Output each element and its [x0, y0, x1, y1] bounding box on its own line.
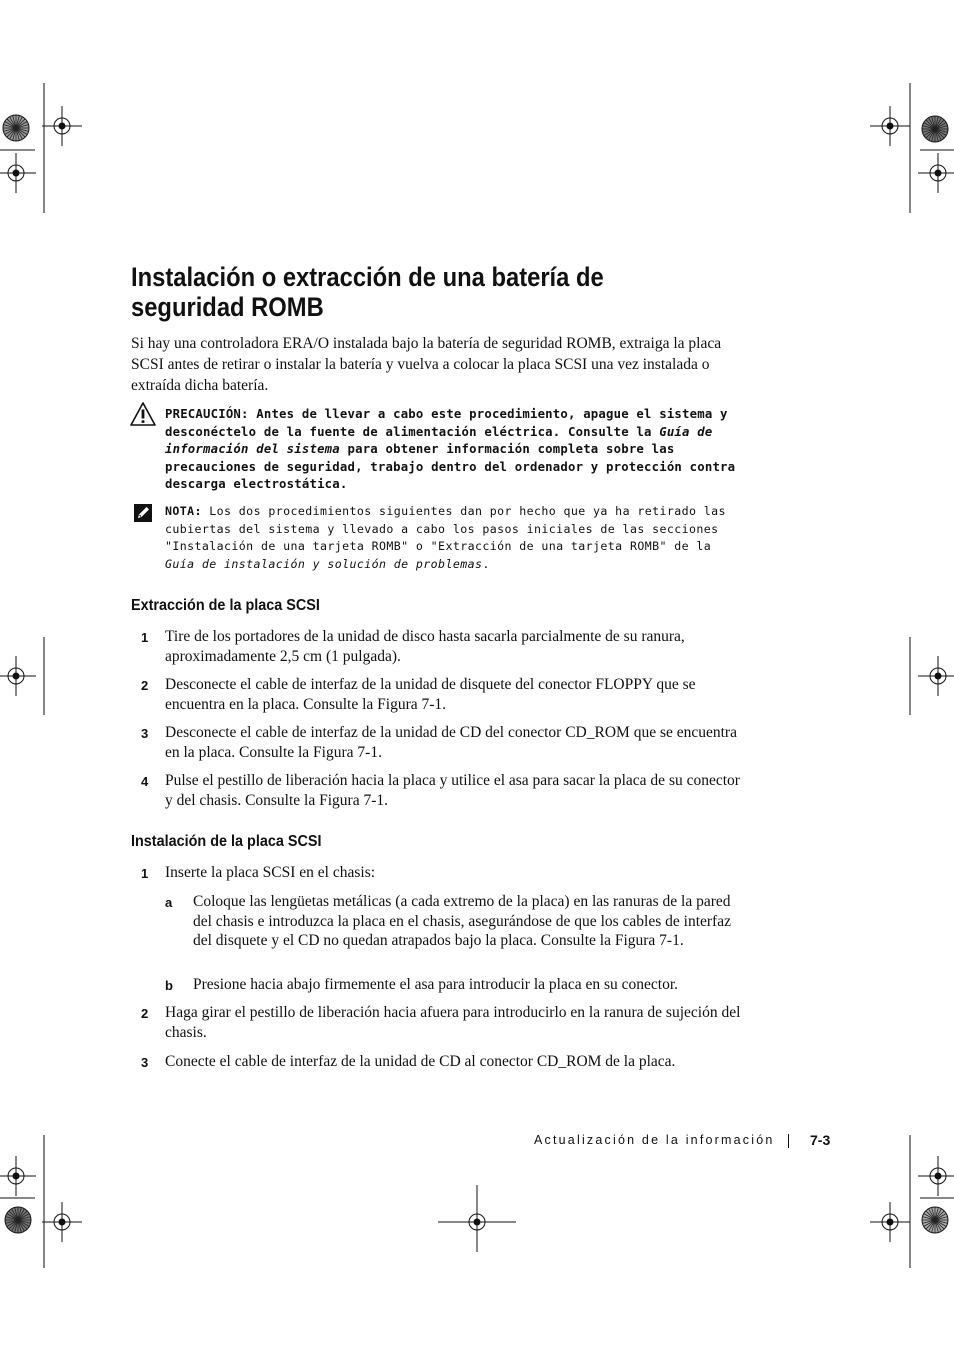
substep-letter: b — [165, 978, 173, 993]
registration-target — [870, 106, 910, 146]
page-title: Instalación o extracción de una batería de seguridad ROMB — [131, 262, 604, 322]
registration-target — [42, 106, 82, 146]
caution-notice — [165, 406, 740, 494]
substep-letter: a — [165, 895, 173, 910]
list-item: Desconecte el cable de interfaz de la unidad de disquete del conector FLOPPY que se encuentra en la placa. Consulte la Figura 7-1. — [165, 676, 696, 713]
section-heading-install: Instalación de la placa SCSI — [131, 833, 322, 850]
registration-target — [0, 1156, 36, 1196]
step-number: 2 — [141, 678, 149, 693]
list-item: Pulse el pestillo de liberación hacia la placa y utilice el asa para sacar la placa de su conector y del chasis. Consulte la Figura 7-1. — [165, 772, 740, 809]
list-item: Coloque las lengüetas metálicas (a cada extremo de la placa) en las ranuras de la pared del chasis e introduzca la placa en el chasis, asegurándose de que los cables de interfaz del disquete y el CD no quedan atrapados bajo la placa. Consulte la Figura 7-1. — [193, 893, 731, 949]
registration-star-target — [922, 1207, 948, 1233]
registration-target — [0, 153, 36, 193]
step-number: 3 — [141, 1055, 149, 1070]
note-text-2: . — [482, 556, 490, 571]
list-item: Presione hacia abajo firmemente el asa para introducir la placa en su conector. — [193, 976, 679, 993]
caution-text-2: para obtener información completa sobre las precauciones de seguridad, trabajo dentro del ordenador y protección contra descarga electrostática. — [165, 442, 736, 492]
list-item: Conecte el cable de interfaz de la unidad de CD al conector CD_ROM de la placa. — [165, 1053, 676, 1070]
note-reference: Guía de instalación y solución de problemas — [165, 556, 483, 571]
registration-star-target — [5, 1207, 31, 1233]
list-item: Haga girar el pestillo de liberación hacia afuera para introducirlo en la ranura de sujeción del chasis. — [165, 1004, 741, 1041]
registration-star-target — [3, 115, 29, 141]
note-label: NOTA: — [165, 504, 202, 518]
intro-paragraph: Si hay una controladora ERA/O instalada bajo la batería de seguridad ROMB, extraiga la placa SCSI antes de retirar o instalar la batería y vuelva a colocar la placa SCSI una vez instalada o extraída dicha batería. — [131, 335, 722, 394]
registration-target — [918, 1156, 954, 1196]
caution-text-1: Antes de llevar a cabo este procedimiento, apague el sistema y desconéctelo de la fuente de alimentación eléctrica. Consulte la — [165, 407, 728, 439]
step-number: 3 — [141, 726, 149, 741]
step-number: 4 — [141, 774, 149, 789]
list-item: Desconecte el cable de interfaz de la unidad de CD del conector CD_ROM que se encuentra en la placa. Consulte la Figura 7-1. — [165, 724, 737, 761]
note-notice — [165, 503, 740, 573]
caution-label: PRECAUCIÓN: — [165, 407, 249, 421]
caution-reference: Guía de información del sistema — [165, 424, 713, 457]
registration-target — [42, 1202, 82, 1242]
note-text-1: Los dos procedimientos siguientes dan por hecho que ya ha retirado las cubiertas del sistema y llevado a cabo los pasos iniciales de las secciones "Instalación de una tarjeta ROMB" o "Extracción de una tarjeta ROMB" de la — [165, 504, 726, 554]
note-pencil-icon — [133, 503, 153, 523]
caution-warning-icon — [129, 401, 157, 427]
step-number: 1 — [141, 866, 149, 881]
list-item: Inserte la placa SCSI en el chasis: — [165, 864, 376, 881]
registration-star-target — [922, 116, 948, 142]
step-number: 1 — [141, 630, 149, 645]
registration-target — [918, 153, 954, 193]
page-number: 7-3 — [810, 1132, 831, 1148]
registration-target — [870, 1202, 910, 1242]
footer-section-title: Actualización de la información — [534, 1133, 775, 1147]
section-heading-removal: Extracción de la placa SCSI — [131, 597, 320, 614]
list-item: Tire de los portadores de la unidad de disco hasta sacarla parcialmente de su ranura, aproximadamente 2,5 cm (1 pulgada). — [165, 628, 685, 665]
footer-divider — [788, 1134, 789, 1148]
step-number: 2 — [141, 1006, 149, 1021]
